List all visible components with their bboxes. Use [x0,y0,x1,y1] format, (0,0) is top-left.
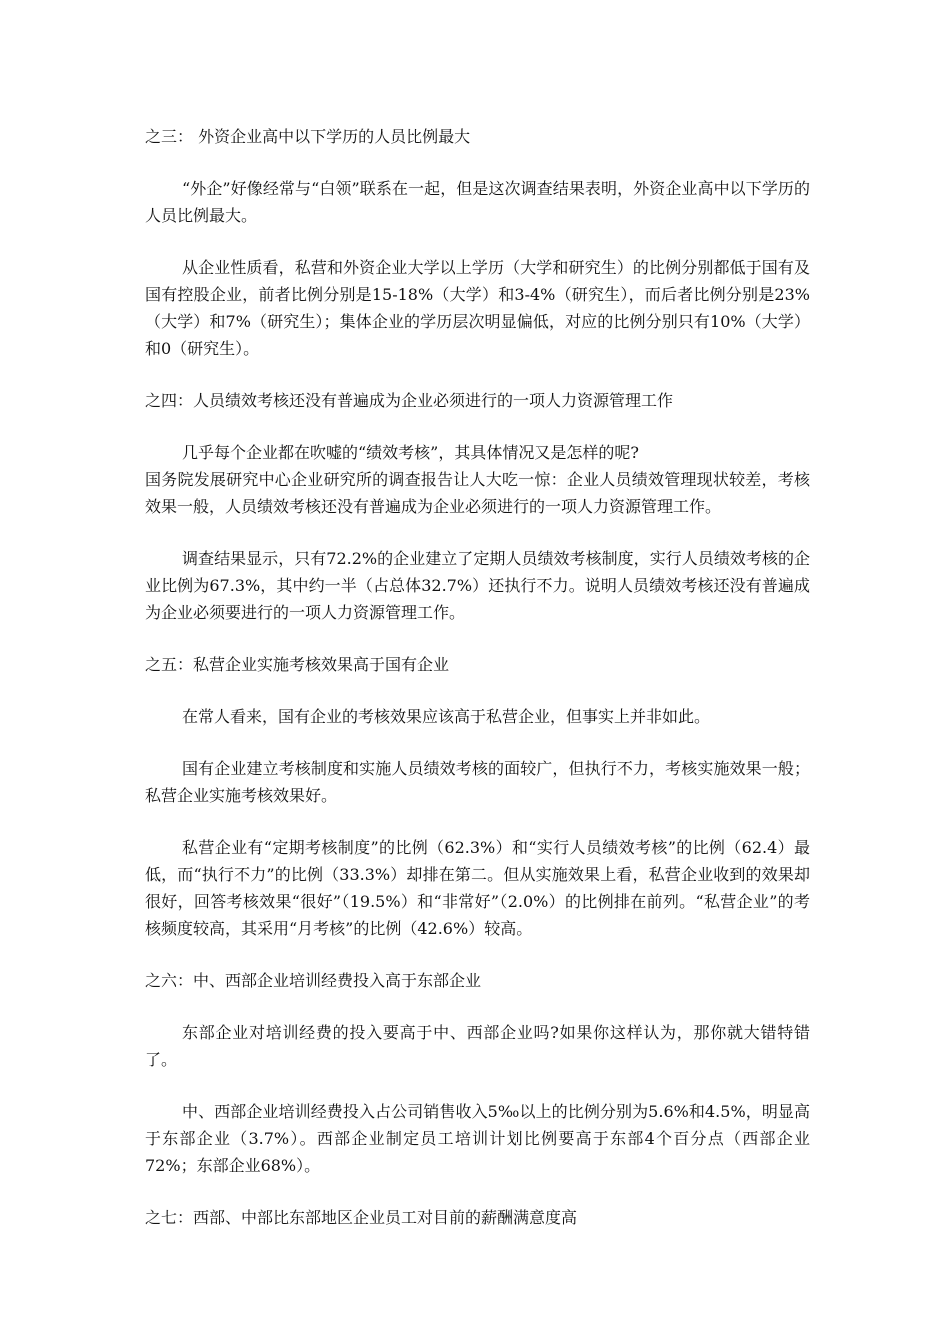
paragraph: 几乎每个企业都在吹嘘的“绩效考核”，其具体情况又是怎样的呢? [182,443,639,462]
paragraph: “外企”好像经常与“白领”联系在一起，但是这次调查结果表明，外资企业高中以下学历的人员比例最大。 [145,179,810,225]
paragraph: 调查结果显示，只有72.2%的企业建立了定期人员绩效考核制度，实行人员绩效考核的企业比例为67.3%，其中约一半（占总体32.7%）还执行不力。说明人员绩效考核还没有普遍成为企业必须要进行的一项人力资源管理工作。 [145,549,810,622]
section-heading-5: 之五：私营企业实施考核效果高于国有企业 [145,655,450,674]
section-heading-4: 之四：人员绩效考核还没有普遍成为企业必须进行的一项人力资源管理工作 [145,391,674,410]
paragraph: 东部企业对培训经费的投入要高于中、西部企业吗?如果你这样认为，那你就大错特错了。 [145,1023,810,1069]
section-heading-6: 之六：中、西部企业培训经费投入高于东部企业 [145,971,482,990]
section-heading-7: 之七：西部、中部比东部地区企业员工对目前的薪酬满意度高 [145,1208,578,1227]
document-page [145,123,810,1256]
paragraph: 在常人看来，国有企业的考核效果应该高于私营企业，但事实上并非如此。 [182,707,711,726]
paragraph: 私营企业有“定期考核制度”的比例（62.3%）和“实行人员绩效考核”的比例（62.4）最低，而“执行不力”的比例（33.3%）却排在第二。但从实施效果上看，私营企业收到的效果却很好，回答考核效果“很好”（19.5%）和“非常好”（2.0%）的比例排在前列。“私营企业”的考核频度较高，其采用“月考核”的比例（42.6%）较高。 [145,838,810,938]
section-heading-3: 之三： 外资企业高中以下学历的人员比例最大 [145,127,471,146]
paragraph: 中、西部企业培训经费投入占公司销售收入5‰以上的比例分别为5.6%和4.5%，明显高于东部企业（3.7%）。西部企业制定员工培训计划比例要高于东部4个百分点（西部企业72%；东部企业68%）。 [145,1102,810,1175]
paragraph: 国务院发展研究中心企业研究所的调查报告让人大吃一惊：企业人员绩效管理现状较差，考核效果一般，人员绩效考核还没有普遍成为企业必须进行的一项人力资源管理工作。 [145,470,810,516]
paragraph: 从企业性质看，私营和外资企业大学以上学历（大学和研究生）的比例分别都低于国有及国有控股企业，前者比例分别是15-18%（大学）和3-4%（研究生），而后者比例分别是23%（大学）和7%（研究生）；集体企业的学历层次明显偏低，对应的比例分别只有10%（大学）和0（研究生）。 [145,258,810,358]
paragraph: 国有企业建立考核制度和实施人员绩效考核的面较广，但执行不力，考核实施效果一般；私营企业实施考核效果好。 [145,759,810,805]
